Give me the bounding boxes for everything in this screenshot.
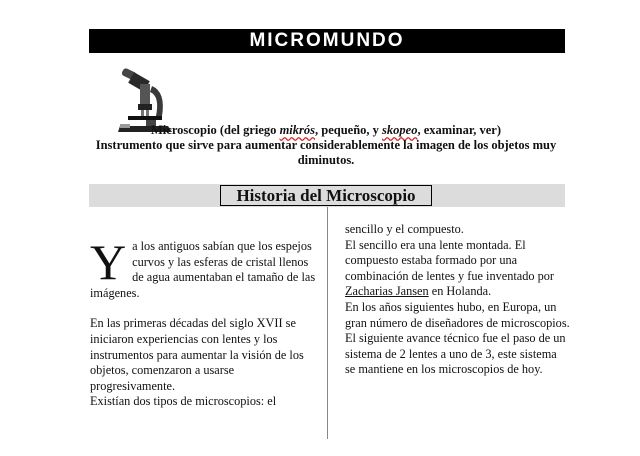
paragraph: Ya los antiguos sabían que los espejos curvos y las esferas de cristal llenos de agua aumentaban el tamaño de las imágenes. <box>90 234 316 300</box>
paragraph: El sencillo era una lente montada. El compuesto estaba formado por una combinación de lentes y fue inventado por Zacharias Jansen en Holanda. <box>345 237 554 299</box>
right-column <box>345 222 570 378</box>
paragraph: En los años siguientes hubo, en Europa, un gran número de diseñadores de microscopios. <box>345 299 570 330</box>
paragraph: sencillo y el compuesto. <box>345 222 464 236</box>
paragraph: En las primeras décadas del siglo XVII se iniciaron experiencias con lentes y los instrumentos para aumentar la visión de los objetos, comenzaron a usarse progresivamente. <box>90 316 304 393</box>
left-column <box>90 234 318 410</box>
inventor-name: Zacharias Jansen <box>345 284 429 299</box>
column-divider <box>327 207 328 439</box>
drop-cap: Y <box>90 234 127 290</box>
paragraph: El siguiente avance técnico fue el paso de un sistema de 2 lentes a uno de 3, este sistema se mantiene en los microscopios de hoy. <box>345 331 566 377</box>
page-banner: MICROMUNDO <box>89 29 565 53</box>
microscope-definition: Microscopio (del griego mikrós, pequeño, y skopeo, examinar, ver) Instrumento que sirve para aumentar considerablemente la imagen de los objetos muy diminutos. <box>95 123 557 167</box>
section-title: Historia del Microscopio <box>220 185 432 206</box>
paragraph: Existían dos tipos de microscopios: el <box>90 394 277 409</box>
